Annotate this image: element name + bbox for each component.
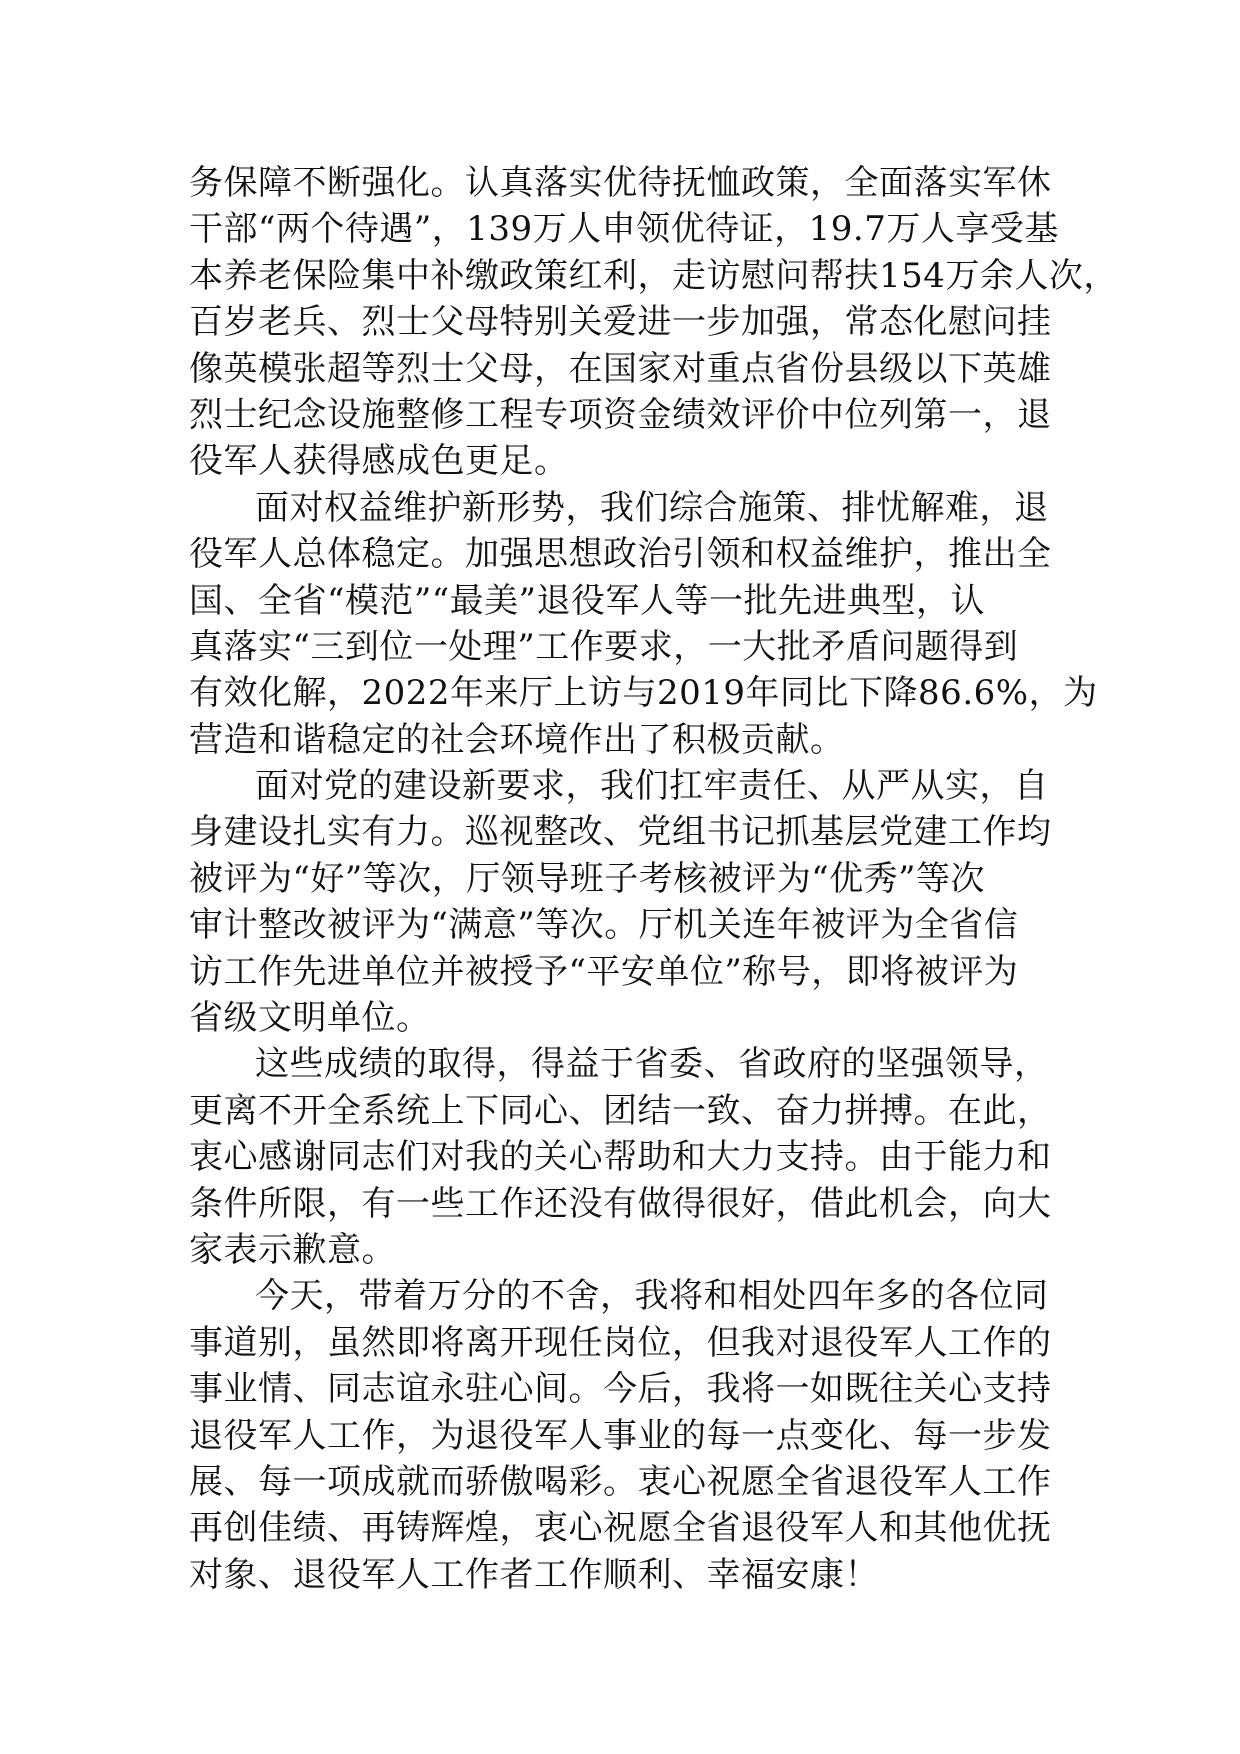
text-line: 烈士纪念设施整修工程专项资金绩效评价中位列第一，退: [189, 394, 1052, 435]
text-line: 条件所限，有一些工作还没有做得很好，借此机会，向大: [189, 1183, 1052, 1224]
text-line: 营造和谐稳定的社会环境作出了积极贡献。: [189, 719, 845, 760]
paragraph: [189, 1041, 1059, 1273]
text-line: 真落实“三到位一处理”工作要求，一大批矛盾问题得到: [189, 626, 1019, 667]
text-line: 审计整改被评为“满意”等次。厅机关连年被评为全省信: [189, 905, 1019, 946]
text-line: 今天，带着万分的不舍，我将和相处四年多的各位同: [255, 1276, 1049, 1317]
text-line: 被评为“好”等次，厅领导班子考核被评为“优秀”等次: [189, 858, 986, 899]
text-line: 事道别，虽然即将离开现任岗位，但我对退役军人工作的: [189, 1322, 1052, 1363]
text-line: 役军人获得感成色更足。: [189, 441, 569, 482]
text-line: 像英模张超等烈士父母，在国家对重点省份县级以下英雄: [189, 348, 1052, 389]
text-line: 有效化解，2022年来厅上访与2019年同比下降86.6%，为: [189, 673, 1098, 714]
text-line: 百岁老兵、烈士父母特别关爱进一步加强，常态化慰问挂: [189, 302, 1052, 343]
text-line: 本养老保险集中补缴政策红利，走访慰问帮扶154万余人次，: [189, 255, 1118, 296]
text-line: 再创佳绩、再铸辉煌，衷心祝愿全省退役军人和其他优抚: [189, 1508, 1052, 1549]
text-line: 展、每一项成就而骄傲喝彩。衷心祝愿全省退役军人工作: [189, 1461, 1052, 1502]
document-body: [189, 160, 1118, 1598]
paragraph: [189, 160, 1118, 485]
text-line: 国、全省“模范”“最美”退役军人等一批先进典型，认: [189, 580, 986, 621]
text-line: 务保障不断强化。认真落实优待抚恤政策，全面落实军休: [189, 163, 1052, 203]
text-line: 更离不开全系统上下同心、团结一致、奋力拼搏。在此，: [189, 1090, 1052, 1131]
paragraph: [189, 1273, 1059, 1598]
text-line: 访工作先进单位并被授予“平安单位”称号，即将被评为: [189, 951, 1019, 992]
text-line: 干部“两个待遇”，139万人申领优待证，19.7万人享受基: [189, 209, 1059, 250]
text-line: 家表示歉意。: [189, 1229, 396, 1270]
text-line: 面对权益维护新形势，我们综合施策、排忧解难，退: [255, 487, 1049, 528]
text-line: 役军人总体稳定。加强思想政治引领和权益维护，推出全: [189, 534, 1052, 575]
text-line: 衷心感谢同志们对我的关心帮助和大力支持。由于能力和: [189, 1137, 1052, 1178]
paragraph: [189, 763, 1059, 1041]
text-line: 退役军人工作，为退役军人事业的每一点变化、每一步发: [189, 1415, 1052, 1456]
text-line: 面对党的建设新要求，我们扛牢责任、从严从实，自: [255, 766, 1049, 807]
text-line: 事业情、同志谊永驻心间。今后，我将一如既往关心支持: [189, 1369, 1052, 1410]
text-line: 对象、退役军人工作者工作顺利、幸福安康！: [189, 1554, 879, 1595]
text-line: 这些成绩的取得，得益于省委、省政府的坚强领导，: [255, 1044, 1049, 1085]
text-line: 省级文明单位。: [189, 998, 431, 1039]
text-line: 身建设扎实有力。巡视整改、党组书记抓基层党建工作均: [189, 812, 1052, 853]
paragraph: [189, 485, 1098, 763]
